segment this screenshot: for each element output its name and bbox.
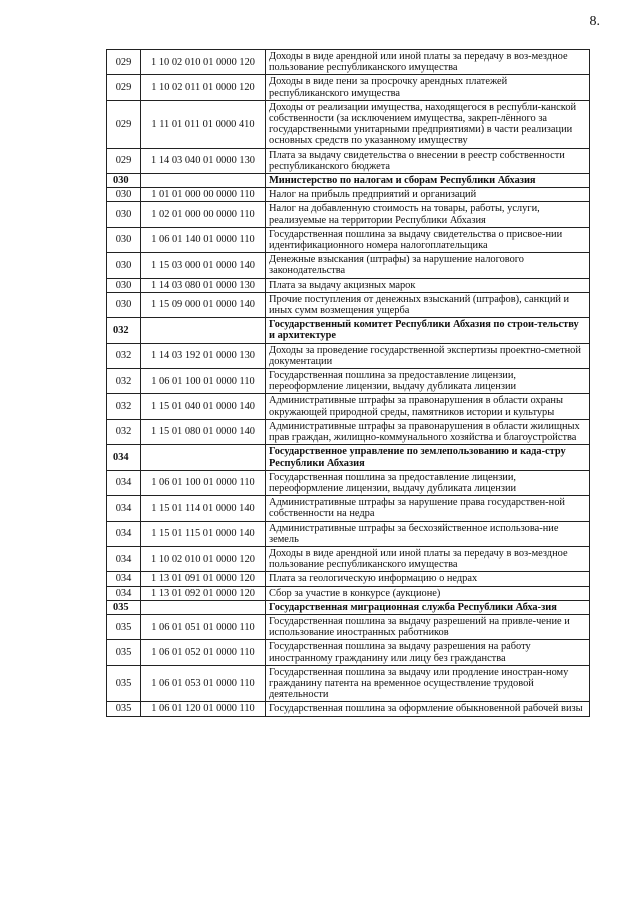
table-row (107, 640, 590, 665)
admin-code-cell: 030 (107, 227, 141, 252)
description-cell: Налог на добавленную стоимость на товары, работы, услуги, реализуемые на территории Республики Абхазия (266, 202, 590, 227)
revenue-code-cell: 1 02 01 000 00 0000 110 (141, 202, 266, 227)
revenue-code-cell: 1 15 01 080 01 0000 140 (141, 419, 266, 444)
admin-code-cell: 032 (107, 419, 141, 444)
revenue-code-cell: 1 10 02 010 01 0000 120 (141, 50, 266, 75)
revenue-code-cell: 1 13 01 092 01 0000 120 (141, 586, 266, 600)
admin-code-cell: 034 (107, 586, 141, 600)
description-cell: Государственная пошлина за выдачу свидетельства о присвое-нии идентификационного номера налогоплательщика (266, 227, 590, 252)
revenue-code-cell: 1 15 09 000 01 0000 140 (141, 292, 266, 317)
description-cell: Денежные взыскания (штрафы) за нарушение налогового законодательства (266, 253, 590, 278)
description-cell: Государственная пошлина за предоставление лицензии, переоформление лицензии, выдачу дубликата лицензии (266, 369, 590, 394)
description-cell: Государственная пошлина за выдачу разрешений на привле-чение и использование иностранных работников (266, 614, 590, 639)
section-header-row (107, 318, 590, 343)
description-cell: Плата за выдачу акцизных марок (266, 278, 590, 292)
description-cell: Государственная пошлина за выдачу или продление иностран-ному гражданину патента на временное осуществление трудовой деятельности (266, 665, 590, 702)
description-cell: Государственная миграционная служба Республики Абха-зия (266, 600, 590, 614)
table-row (107, 546, 590, 571)
description-cell: Прочие поступления от денежных взысканий (штрафов), санкций и иных сумм возмещения ущерба (266, 292, 590, 317)
admin-code-cell: 030 (107, 188, 141, 202)
table-row (107, 614, 590, 639)
description-cell: Доходы за проведение государственной экспертизы проектно-сметной документации (266, 343, 590, 368)
description-cell: Доходы в виде пени за просрочку арендных платежей республиканского имущества (266, 75, 590, 100)
table-row (107, 369, 590, 394)
revenue-code-cell: 1 10 02 010 01 0000 120 (141, 546, 266, 571)
description-cell: Административные штрафы за бесхозяйственное использова-ние земель (266, 521, 590, 546)
revenue-code-cell: 1 15 01 115 01 0000 140 (141, 521, 266, 546)
table-row (107, 278, 590, 292)
table-row (107, 227, 590, 252)
description-cell: Плата за геологическую информацию о недрах (266, 572, 590, 586)
table-row (107, 253, 590, 278)
table-row (107, 202, 590, 227)
admin-code-cell: 034 (107, 521, 141, 546)
revenue-code-cell: 1 01 01 000 00 0000 110 (141, 188, 266, 202)
description-cell: Министерство по налогам и сборам Республики Абхазия (266, 174, 590, 188)
description-cell: Сбор за участие в конкурсе (аукционе) (266, 586, 590, 600)
table-row (107, 343, 590, 368)
revenue-codes-table (106, 49, 590, 717)
description-cell: Административные штрафы за правонарушения в области охраны окружающей природной среды, памятников истории и культуры (266, 394, 590, 419)
revenue-code-cell: 1 13 01 091 01 0000 120 (141, 572, 266, 586)
revenue-code-cell: 1 14 03 192 01 0000 130 (141, 343, 266, 368)
revenue-code-cell (141, 445, 266, 470)
revenue-code-cell: 1 06 01 051 01 0000 110 (141, 614, 266, 639)
table-row (107, 419, 590, 444)
description-cell: Государственный комитет Республики Абхазия по строи-тельству и архитектуре (266, 318, 590, 343)
admin-code-cell: 029 (107, 100, 141, 148)
revenue-code-cell: 1 14 03 040 01 0000 130 (141, 148, 266, 173)
revenue-code-cell: 1 14 03 080 01 0000 130 (141, 278, 266, 292)
admin-code-cell: 034 (107, 546, 141, 571)
admin-code-cell: 034 (107, 445, 141, 470)
revenue-code-cell: 1 06 01 100 01 0000 110 (141, 470, 266, 495)
table-row (107, 292, 590, 317)
revenue-code-cell: 1 06 01 100 01 0000 110 (141, 369, 266, 394)
admin-code-cell: 034 (107, 496, 141, 521)
revenue-code-cell (141, 600, 266, 614)
admin-code-cell: 032 (107, 318, 141, 343)
revenue-code-cell: 1 15 01 040 01 0000 140 (141, 394, 266, 419)
admin-code-cell: 029 (107, 75, 141, 100)
table-row (107, 496, 590, 521)
table-row (107, 188, 590, 202)
description-cell: Плата за выдачу свидетельства о внесении в реестр собственности республиканского бюджета (266, 148, 590, 173)
table-row (107, 100, 590, 148)
description-cell: Государственная пошлина за оформление обыкновенной рабочей визы (266, 702, 590, 716)
admin-code-cell: 029 (107, 148, 141, 173)
admin-code-cell: 032 (107, 369, 141, 394)
description-cell: Государственное управление по землепользованию и када-стру Республики Абхазия (266, 445, 590, 470)
table-row (107, 75, 590, 100)
description-cell: Государственная пошлина за выдачу разрешения на работу иностранному гражданину или лицу без гражданства (266, 640, 590, 665)
description-cell: Административные штрафы за правонарушения в области жилищных прав граждан, жилищно-коммунального хозяйства и благоустройства (266, 419, 590, 444)
table-row (107, 50, 590, 75)
admin-code-cell: 032 (107, 343, 141, 368)
table-row (107, 586, 590, 600)
revenue-code-cell: 1 10 02 011 01 0000 120 (141, 75, 266, 100)
revenue-code-cell (141, 318, 266, 343)
table-row (107, 521, 590, 546)
table-row (107, 572, 590, 586)
table-row (107, 394, 590, 419)
revenue-code-cell: 1 06 01 120 01 0000 110 (141, 702, 266, 716)
section-header-row (107, 445, 590, 470)
admin-code-cell: 035 (107, 600, 141, 614)
section-header-row (107, 600, 590, 614)
admin-code-cell: 032 (107, 394, 141, 419)
description-cell: Доходы в виде арендной или иной платы за передачу в воз-мездное пользование республиканского имущества (266, 50, 590, 75)
admin-code-cell: 034 (107, 572, 141, 586)
admin-code-cell: 035 (107, 614, 141, 639)
admin-code-cell: 035 (107, 640, 141, 665)
admin-code-cell: 030 (107, 202, 141, 227)
admin-code-cell: 030 (107, 174, 141, 188)
description-cell: Налог на прибыль предприятий и организаций (266, 188, 590, 202)
section-header-row (107, 174, 590, 188)
revenue-code-cell: 1 06 01 052 01 0000 110 (141, 640, 266, 665)
admin-code-cell: 030 (107, 292, 141, 317)
table-row (107, 702, 590, 716)
description-cell: Доходы от реализации имущества, находящегося в республи-канской собственности (за исключением имущества, закреп-лённого за государственными унитарными предприятиями) в части реализации основных средств по указанному имуществу (266, 100, 590, 148)
table-row (107, 470, 590, 495)
description-cell: Административные штрафы за нарушение права государствен-ной собственности на недра (266, 496, 590, 521)
admin-code-cell: 035 (107, 665, 141, 702)
revenue-code-cell: 1 15 03 000 01 0000 140 (141, 253, 266, 278)
revenue-code-cell: 1 11 01 011 01 0000 410 (141, 100, 266, 148)
description-cell: Государственная пошлина за предоставление лицензии, переоформление лицензии, выдачу дубликата лицензии (266, 470, 590, 495)
admin-code-cell: 030 (107, 253, 141, 278)
table-row (107, 148, 590, 173)
page-number: 8. (589, 14, 600, 29)
admin-code-cell: 034 (107, 470, 141, 495)
revenue-code-cell: 1 06 01 140 01 0000 110 (141, 227, 266, 252)
description-cell: Доходы в виде арендной или иной платы за передачу в воз-мездное пользование республиканского имущества (266, 546, 590, 571)
admin-code-cell: 030 (107, 278, 141, 292)
table-row (107, 665, 590, 702)
admin-code-cell: 035 (107, 702, 141, 716)
revenue-code-cell: 1 15 01 114 01 0000 140 (141, 496, 266, 521)
revenue-code-cell (141, 174, 266, 188)
revenue-code-cell: 1 06 01 053 01 0000 110 (141, 665, 266, 702)
admin-code-cell: 029 (107, 50, 141, 75)
